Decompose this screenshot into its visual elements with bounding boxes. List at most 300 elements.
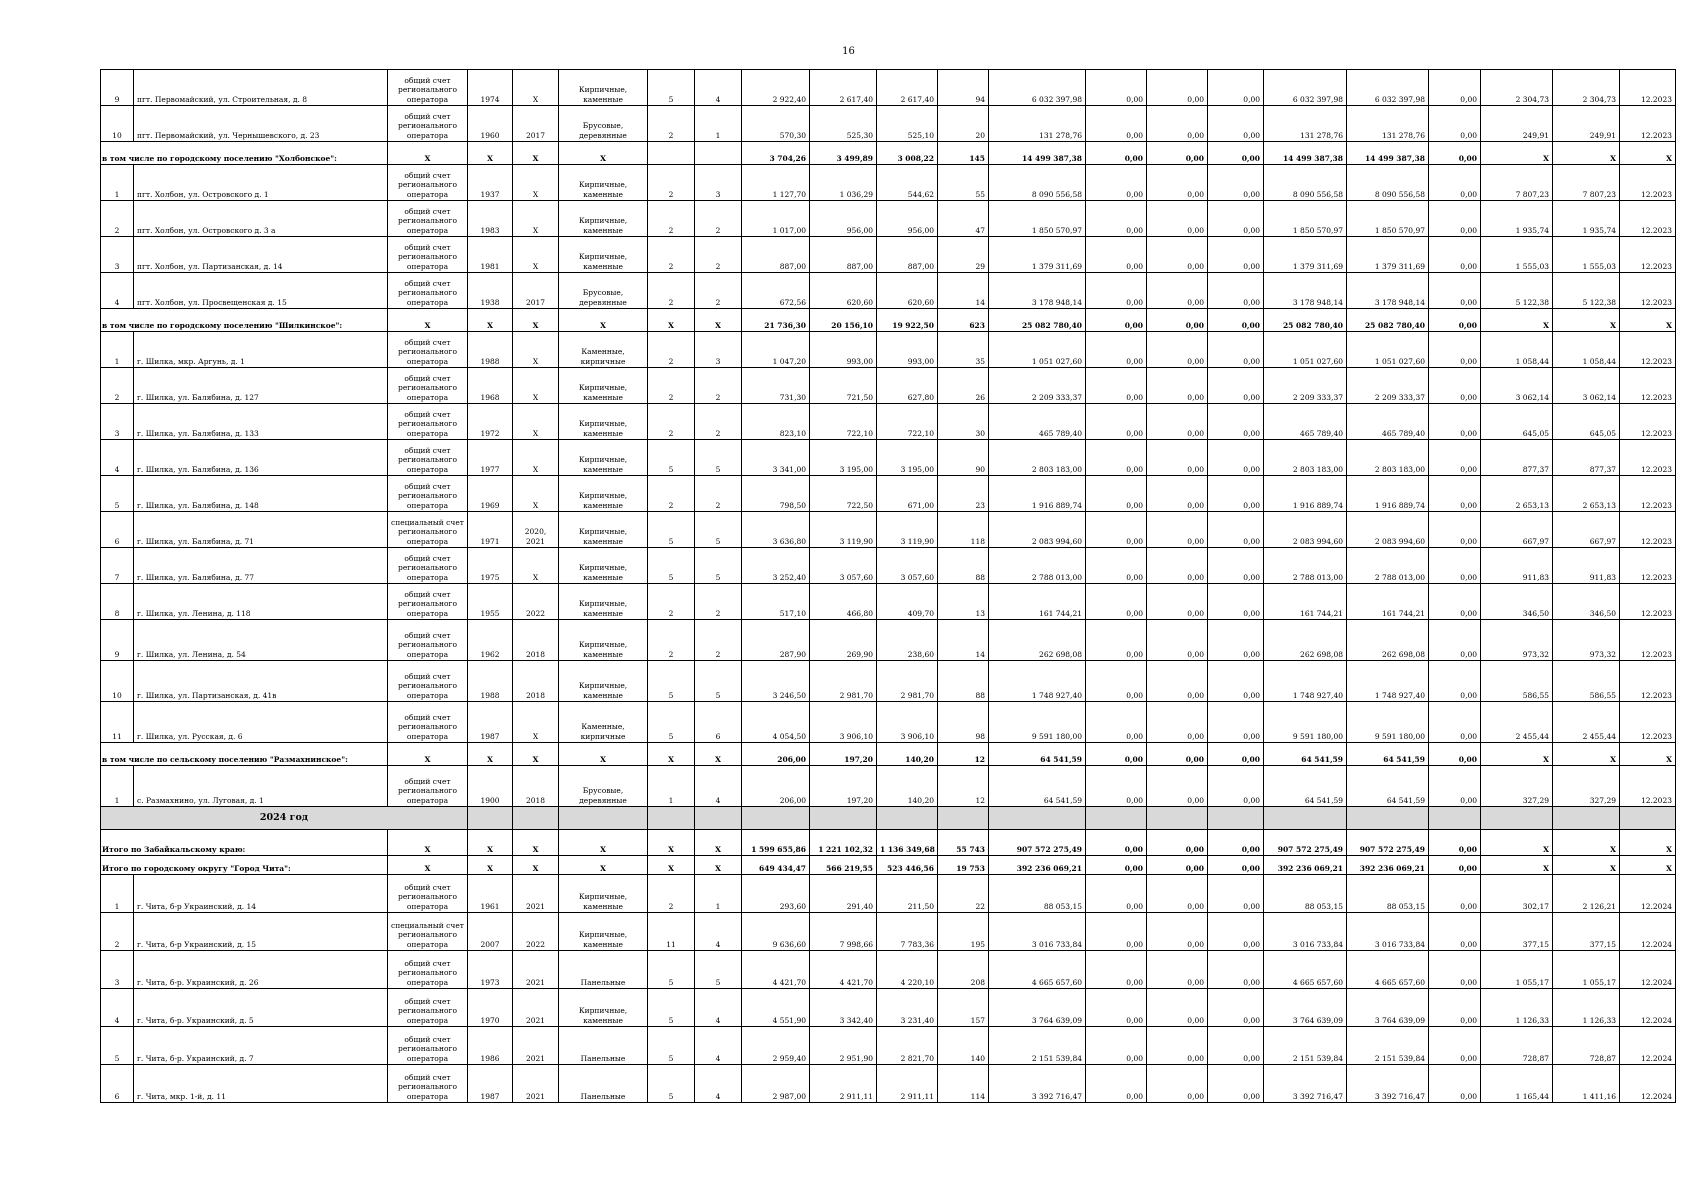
entrances-cell: 5 <box>695 512 742 548</box>
account-type-cell: общий счет регионального оператора <box>388 476 468 512</box>
account-type-cell: общий счет регионального оператора <box>388 1027 468 1065</box>
house-row <box>101 702 1676 743</box>
floors-cell: 5 <box>648 1027 695 1065</box>
subtotal-row <box>101 856 1676 875</box>
house-row <box>101 237 1676 273</box>
owner-funds-2-cell: 6 032 397,98 <box>1347 70 1429 106</box>
account-type-cell: общий счет регионального оператора <box>388 332 468 368</box>
residents-cell: 94 <box>938 70 989 106</box>
build-year-cell: X <box>468 830 513 856</box>
other-funds-cell: 0,00 <box>1429 1065 1481 1103</box>
area-total-cell: 4 551,90 <box>742 989 810 1027</box>
last-repair-year-cell: 2020, 2021 <box>513 512 559 548</box>
build-year-cell: X <box>468 856 513 875</box>
unit-cost-cell: 327,29 <box>1481 766 1553 807</box>
empty-cell <box>1086 807 1147 830</box>
max-unit-cost-cell: 973,32 <box>1553 620 1620 661</box>
unit-cost-cell: 3 062,14 <box>1481 368 1553 404</box>
owner-funds-cell: 6 032 397,98 <box>1264 70 1347 106</box>
residents-cell: 29 <box>938 237 989 273</box>
house-row <box>101 1065 1676 1103</box>
build-year-cell: 1988 <box>468 661 513 702</box>
account-type-cell: общий счет регионального оператора <box>388 989 468 1027</box>
row-number-cell: 5 <box>101 1027 134 1065</box>
local-funds-cell: 0,00 <box>1208 309 1264 332</box>
total-cost-cell: 1 916 889,74 <box>989 476 1086 512</box>
entrances-cell: 4 <box>695 913 742 951</box>
deadline-cell: 12.2023 <box>1620 404 1676 440</box>
other-funds-cell: 0,00 <box>1429 989 1481 1027</box>
last-repair-year-cell: 2018 <box>513 620 559 661</box>
deadline-cell: X <box>1620 830 1676 856</box>
other-funds-cell: 0,00 <box>1429 70 1481 106</box>
unit-cost-cell: 2 304,73 <box>1481 70 1553 106</box>
federal-funds-cell: 0,00 <box>1086 548 1147 584</box>
federal-funds-cell: 0,00 <box>1086 142 1147 165</box>
wall-material-cell: Кирпичные, каменные <box>559 661 648 702</box>
build-year-cell: 1987 <box>468 702 513 743</box>
area-total-cell: 293,60 <box>742 875 810 913</box>
house-row <box>101 620 1676 661</box>
empty-cell <box>1347 807 1429 830</box>
owner-funds-cell: 262 698,08 <box>1264 620 1347 661</box>
address-cell: г. Шилка, ул. Балябина, д. 133 <box>134 404 388 440</box>
row-number-cell: 1 <box>101 766 134 807</box>
area-total-cell: 4 054,50 <box>742 702 810 743</box>
last-repair-year-cell: X <box>513 165 559 201</box>
regional-funds-cell: 0,00 <box>1147 273 1208 309</box>
federal-funds-cell: 0,00 <box>1086 830 1147 856</box>
row-number-cell: 4 <box>101 440 134 476</box>
regional-funds-cell: 0,00 <box>1147 856 1208 875</box>
last-repair-year-cell: X <box>513 332 559 368</box>
entrances-cell: 2 <box>695 476 742 512</box>
regional-funds-cell: 0,00 <box>1147 165 1208 201</box>
deadline-cell: X <box>1620 856 1676 875</box>
other-funds-cell: 0,00 <box>1429 309 1481 332</box>
row-number-cell: 6 <box>101 512 134 548</box>
row-number-cell: 2 <box>101 201 134 237</box>
house-row <box>101 368 1676 404</box>
owner-funds-2-cell: 392 236 069,21 <box>1347 856 1429 875</box>
other-funds-cell: 0,00 <box>1429 766 1481 807</box>
entrances-cell: 2 <box>695 237 742 273</box>
row-number-cell: 7 <box>101 548 134 584</box>
last-repair-year-cell: 2021 <box>513 1065 559 1103</box>
floors-cell: 2 <box>648 165 695 201</box>
account-type-cell: общий счет регионального оператора <box>388 620 468 661</box>
deadline-cell: 12.2024 <box>1620 951 1676 989</box>
area-total-cell: 3 636,80 <box>742 512 810 548</box>
address-cell: пгт. Холбон, ул. Островского д. 1 <box>134 165 388 201</box>
row-number-cell: 11 <box>101 702 134 743</box>
area-total-cell: 517,10 <box>742 584 810 620</box>
residents-cell: 14 <box>938 620 989 661</box>
other-funds-cell: 0,00 <box>1429 512 1481 548</box>
house-row <box>101 989 1676 1027</box>
total-cost-cell: 25 082 780,40 <box>989 309 1086 332</box>
entrances-cell: 4 <box>695 766 742 807</box>
area-residential-cell: 2 911,11 <box>877 1065 938 1103</box>
unit-cost-cell: 911,83 <box>1481 548 1553 584</box>
residents-cell: 88 <box>938 661 989 702</box>
local-funds-cell: 0,00 <box>1208 70 1264 106</box>
max-unit-cost-cell: 1 126,33 <box>1553 989 1620 1027</box>
wall-material-cell: Кирпичные, каменные <box>559 476 648 512</box>
area-total-cell: 1 127,70 <box>742 165 810 201</box>
owner-funds-2-cell: 2 209 333,37 <box>1347 368 1429 404</box>
owner-funds-2-cell: 1 748 927,40 <box>1347 661 1429 702</box>
residents-cell: 20 <box>938 106 989 142</box>
unit-cost-cell: X <box>1481 830 1553 856</box>
subtotal-label: в том числе по сельскому поселению "Размахнинское": <box>101 743 388 766</box>
address-cell: г. Шилка, ул. Балябина, д. 127 <box>134 368 388 404</box>
subtotal-row <box>101 830 1676 856</box>
local-funds-cell: 0,00 <box>1208 661 1264 702</box>
local-funds-cell: 0,00 <box>1208 875 1264 913</box>
other-funds-cell: 0,00 <box>1429 702 1481 743</box>
owner-funds-cell: 2 209 333,37 <box>1264 368 1347 404</box>
local-funds-cell: 0,00 <box>1208 201 1264 237</box>
account-type-cell: X <box>388 309 468 332</box>
max-unit-cost-cell: 1 935,74 <box>1553 201 1620 237</box>
last-repair-year-cell: X <box>513 404 559 440</box>
regional-funds-cell: 0,00 <box>1147 913 1208 951</box>
deadline-cell: 12.2023 <box>1620 165 1676 201</box>
owner-funds-cell: 64 541,59 <box>1264 743 1347 766</box>
area-premises-cell: 291,40 <box>810 875 877 913</box>
area-premises-cell: 887,00 <box>810 237 877 273</box>
area-total-cell: 649 434,47 <box>742 856 810 875</box>
owner-funds-cell: 1 051 027,60 <box>1264 332 1347 368</box>
residents-cell: 26 <box>938 368 989 404</box>
residents-cell: 12 <box>938 766 989 807</box>
regional-funds-cell: 0,00 <box>1147 548 1208 584</box>
owner-funds-2-cell: 64 541,59 <box>1347 743 1429 766</box>
account-type-cell: X <box>388 830 468 856</box>
area-residential-cell: 887,00 <box>877 237 938 273</box>
build-year-cell: 1973 <box>468 951 513 989</box>
owner-funds-2-cell: 14 499 387,38 <box>1347 142 1429 165</box>
owner-funds-cell: 465 789,40 <box>1264 404 1347 440</box>
unit-cost-cell: 302,17 <box>1481 875 1553 913</box>
floors-cell: 2 <box>648 404 695 440</box>
last-repair-year-cell: X <box>513 142 559 165</box>
entrances-cell: 2 <box>695 620 742 661</box>
other-funds-cell: 0,00 <box>1429 237 1481 273</box>
address-cell: пгт. Холбон, ул. Партизанская, д. 14 <box>134 237 388 273</box>
area-total-cell: 3 252,40 <box>742 548 810 584</box>
area-residential-cell: 19 922,50 <box>877 309 938 332</box>
house-row <box>101 951 1676 989</box>
other-funds-cell: 0,00 <box>1429 332 1481 368</box>
owner-funds-2-cell: 4 665 657,60 <box>1347 951 1429 989</box>
wall-material-cell: Кирпичные, каменные <box>559 913 648 951</box>
federal-funds-cell: 0,00 <box>1086 989 1147 1027</box>
last-repair-year-cell: X <box>513 368 559 404</box>
max-unit-cost-cell: 667,97 <box>1553 512 1620 548</box>
area-residential-cell: 993,00 <box>877 332 938 368</box>
wall-material-cell: X <box>559 830 648 856</box>
total-cost-cell: 2 803 183,00 <box>989 440 1086 476</box>
wall-material-cell: Кирпичные, каменные <box>559 440 648 476</box>
owner-funds-cell: 9 591 180,00 <box>1264 702 1347 743</box>
local-funds-cell: 0,00 <box>1208 743 1264 766</box>
area-premises-cell: 197,20 <box>810 743 877 766</box>
regional-funds-cell: 0,00 <box>1147 237 1208 273</box>
regional-funds-cell: 0,00 <box>1147 830 1208 856</box>
build-year-cell: 1988 <box>468 332 513 368</box>
last-repair-year-cell: 2021 <box>513 989 559 1027</box>
unit-cost-cell: 377,15 <box>1481 913 1553 951</box>
federal-funds-cell: 0,00 <box>1086 766 1147 807</box>
regional-funds-cell: 0,00 <box>1147 142 1208 165</box>
regional-funds-cell: 0,00 <box>1147 368 1208 404</box>
owner-funds-cell: 2 788 013,00 <box>1264 548 1347 584</box>
max-unit-cost-cell: 377,15 <box>1553 913 1620 951</box>
federal-funds-cell: 0,00 <box>1086 584 1147 620</box>
owner-funds-2-cell: 131 278,76 <box>1347 106 1429 142</box>
max-unit-cost-cell: 2 304,73 <box>1553 70 1620 106</box>
empty-cell <box>559 807 648 830</box>
address-cell: г. Шилка, мкр. Аргунь, д. 1 <box>134 332 388 368</box>
owner-funds-2-cell: 465 789,40 <box>1347 404 1429 440</box>
federal-funds-cell: 0,00 <box>1086 273 1147 309</box>
floors-cell: 2 <box>648 368 695 404</box>
unit-cost-cell: 877,37 <box>1481 440 1553 476</box>
area-total-cell: 287,90 <box>742 620 810 661</box>
owner-funds-2-cell: 1 916 889,74 <box>1347 476 1429 512</box>
account-type-cell: общий счет регионального оператора <box>388 548 468 584</box>
account-type-cell: общий счет регионального оператора <box>388 440 468 476</box>
address-cell: пгт. Первомайский, ул. Чернышевского, д. 23 <box>134 106 388 142</box>
empty-cell <box>1208 807 1264 830</box>
local-funds-cell: 0,00 <box>1208 856 1264 875</box>
wall-material-cell: X <box>559 142 648 165</box>
area-premises-cell: 4 421,70 <box>810 951 877 989</box>
house-row <box>101 512 1676 548</box>
wall-material-cell: X <box>559 743 648 766</box>
regional-funds-cell: 0,00 <box>1147 512 1208 548</box>
local-funds-cell: 0,00 <box>1208 1065 1264 1103</box>
build-year-cell: 1937 <box>468 165 513 201</box>
other-funds-cell: 0,00 <box>1429 404 1481 440</box>
wall-material-cell: Каменные, кирпичные <box>559 702 648 743</box>
account-type-cell: X <box>388 142 468 165</box>
owner-funds-2-cell: 3 392 716,47 <box>1347 1065 1429 1103</box>
area-premises-cell: 722,50 <box>810 476 877 512</box>
address-cell: пгт. Холбон, ул. Островского д. 3 а <box>134 201 388 237</box>
owner-funds-2-cell: 2 788 013,00 <box>1347 548 1429 584</box>
local-funds-cell: 0,00 <box>1208 951 1264 989</box>
unit-cost-cell: 973,32 <box>1481 620 1553 661</box>
federal-funds-cell: 0,00 <box>1086 368 1147 404</box>
house-row <box>101 201 1676 237</box>
deadline-cell: 12.2023 <box>1620 476 1676 512</box>
house-row <box>101 548 1676 584</box>
max-unit-cost-cell: 1 411,16 <box>1553 1065 1620 1103</box>
federal-funds-cell: 0,00 <box>1086 743 1147 766</box>
area-total-cell: 798,50 <box>742 476 810 512</box>
total-cost-cell: 131 278,76 <box>989 106 1086 142</box>
unit-cost-cell: X <box>1481 743 1553 766</box>
area-residential-cell: 7 783,36 <box>877 913 938 951</box>
build-year-cell: 1975 <box>468 548 513 584</box>
house-row <box>101 165 1676 201</box>
area-premises-cell: 2 617,40 <box>810 70 877 106</box>
total-cost-cell: 9 591 180,00 <box>989 702 1086 743</box>
deadline-cell: 12.2023 <box>1620 368 1676 404</box>
residents-cell: 19 753 <box>938 856 989 875</box>
total-cost-cell: 14 499 387,38 <box>989 142 1086 165</box>
area-premises-cell: 721,50 <box>810 368 877 404</box>
regional-funds-cell: 0,00 <box>1147 743 1208 766</box>
total-cost-cell: 8 090 556,58 <box>989 165 1086 201</box>
unit-cost-cell: 2 653,13 <box>1481 476 1553 512</box>
owner-funds-cell: 64 541,59 <box>1264 766 1347 807</box>
build-year-cell: 1977 <box>468 440 513 476</box>
area-total-cell: 570,30 <box>742 106 810 142</box>
total-cost-cell: 2 209 333,37 <box>989 368 1086 404</box>
unit-cost-cell: 249,91 <box>1481 106 1553 142</box>
area-residential-cell: 3 008,22 <box>877 142 938 165</box>
floors-cell: 5 <box>648 548 695 584</box>
deadline-cell: 12.2023 <box>1620 584 1676 620</box>
max-unit-cost-cell: 2 455,44 <box>1553 702 1620 743</box>
regional-funds-cell: 0,00 <box>1147 702 1208 743</box>
unit-cost-cell: 7 807,23 <box>1481 165 1553 201</box>
area-total-cell: 1 017,00 <box>742 201 810 237</box>
row-number-cell: 10 <box>101 661 134 702</box>
max-unit-cost-cell: 249,91 <box>1553 106 1620 142</box>
owner-funds-cell: 3 178 948,14 <box>1264 273 1347 309</box>
address-cell: г. Чита, б-р. Украинский, д. 5 <box>134 989 388 1027</box>
build-year-cell: 1972 <box>468 404 513 440</box>
regional-funds-cell: 0,00 <box>1147 951 1208 989</box>
other-funds-cell: 0,00 <box>1429 165 1481 201</box>
wall-material-cell: Кирпичные, каменные <box>559 989 648 1027</box>
entrances-cell: 5 <box>695 951 742 989</box>
area-total-cell: 731,30 <box>742 368 810 404</box>
owner-funds-2-cell: 8 090 556,58 <box>1347 165 1429 201</box>
residents-cell: 55 <box>938 165 989 201</box>
residents-cell: 98 <box>938 702 989 743</box>
residents-cell: 55 743 <box>938 830 989 856</box>
other-funds-cell: 0,00 <box>1429 620 1481 661</box>
area-total-cell: 3 341,00 <box>742 440 810 476</box>
floors-cell: 2 <box>648 201 695 237</box>
empty-cell <box>938 807 989 830</box>
house-row <box>101 476 1676 512</box>
area-premises-cell: 3 057,60 <box>810 548 877 584</box>
row-number-cell: 5 <box>101 476 134 512</box>
owner-funds-cell: 1 379 311,69 <box>1264 237 1347 273</box>
area-residential-cell: 140,20 <box>877 743 938 766</box>
max-unit-cost-cell: 7 807,23 <box>1553 165 1620 201</box>
subtotal-row <box>101 142 1676 165</box>
last-repair-year-cell: 2018 <box>513 766 559 807</box>
local-funds-cell: 0,00 <box>1208 512 1264 548</box>
owner-funds-cell: 907 572 275,49 <box>1264 830 1347 856</box>
other-funds-cell: 0,00 <box>1429 1027 1481 1065</box>
regional-funds-cell: 0,00 <box>1147 332 1208 368</box>
unit-cost-cell: 1 126,33 <box>1481 989 1553 1027</box>
last-repair-year-cell: X <box>513 548 559 584</box>
area-residential-cell: 409,70 <box>877 584 938 620</box>
federal-funds-cell: 0,00 <box>1086 165 1147 201</box>
floors-cell: 5 <box>648 702 695 743</box>
subtotal-row <box>101 743 1676 766</box>
max-unit-cost-cell: X <box>1553 743 1620 766</box>
entrances-cell: 4 <box>695 989 742 1027</box>
entrances-cell: 5 <box>695 548 742 584</box>
wall-material-cell: Кирпичные, каменные <box>559 368 648 404</box>
build-year-cell: 1974 <box>468 70 513 106</box>
floors-cell: 2 <box>648 332 695 368</box>
entrances-cell <box>695 142 742 165</box>
local-funds-cell: 0,00 <box>1208 548 1264 584</box>
owner-funds-2-cell: 161 744,21 <box>1347 584 1429 620</box>
row-number-cell: 6 <box>101 1065 134 1103</box>
area-residential-cell: 3 195,00 <box>877 440 938 476</box>
last-repair-year-cell: X <box>513 309 559 332</box>
area-premises-cell: 993,00 <box>810 332 877 368</box>
residents-cell: 13 <box>938 584 989 620</box>
row-number-cell: 4 <box>101 989 134 1027</box>
account-type-cell: общий счет регионального оператора <box>388 584 468 620</box>
regional-funds-cell: 0,00 <box>1147 309 1208 332</box>
wall-material-cell: Каменные, кирпичные <box>559 332 648 368</box>
area-total-cell: 4 421,70 <box>742 951 810 989</box>
empty-cell <box>695 807 742 830</box>
regional-funds-cell: 0,00 <box>1147 1027 1208 1065</box>
total-cost-cell: 1 850 570,97 <box>989 201 1086 237</box>
account-type-cell: специальный счет регионального оператора <box>388 512 468 548</box>
entrances-cell: 6 <box>695 702 742 743</box>
area-premises-cell: 20 156,10 <box>810 309 877 332</box>
local-funds-cell: 0,00 <box>1208 273 1264 309</box>
wall-material-cell: Панельные <box>559 1065 648 1103</box>
floors-cell: 2 <box>648 476 695 512</box>
owner-funds-cell: 392 236 069,21 <box>1264 856 1347 875</box>
other-funds-cell: 0,00 <box>1429 440 1481 476</box>
owner-funds-2-cell: 9 591 180,00 <box>1347 702 1429 743</box>
owner-funds-2-cell: 3 178 948,14 <box>1347 273 1429 309</box>
max-unit-cost-cell: 327,29 <box>1553 766 1620 807</box>
total-cost-cell: 3 392 716,47 <box>989 1065 1086 1103</box>
empty-cell <box>877 807 938 830</box>
max-unit-cost-cell: 1 055,17 <box>1553 951 1620 989</box>
local-funds-cell: 0,00 <box>1208 476 1264 512</box>
address-cell: г. Шилка, ул. Ленина, д. 54 <box>134 620 388 661</box>
area-total-cell: 21 736,30 <box>742 309 810 332</box>
other-funds-cell: 0,00 <box>1429 476 1481 512</box>
regional-funds-cell: 0,00 <box>1147 440 1208 476</box>
year-heading: 2024 год <box>101 807 468 830</box>
house-row <box>101 766 1676 807</box>
area-residential-cell: 4 220,10 <box>877 951 938 989</box>
address-cell: г. Чита, б-р. Украинский, д. 7 <box>134 1027 388 1065</box>
address-cell: г. Чита, б-р. Украинский, д. 26 <box>134 951 388 989</box>
entrances-cell: 2 <box>695 368 742 404</box>
federal-funds-cell: 0,00 <box>1086 856 1147 875</box>
deadline-cell: 12.2024 <box>1620 1065 1676 1103</box>
regional-funds-cell: 0,00 <box>1147 201 1208 237</box>
regional-funds-cell: 0,00 <box>1147 106 1208 142</box>
deadline-cell: 12.2023 <box>1620 201 1676 237</box>
build-year-cell: X <box>468 309 513 332</box>
last-repair-year-cell: X <box>513 237 559 273</box>
